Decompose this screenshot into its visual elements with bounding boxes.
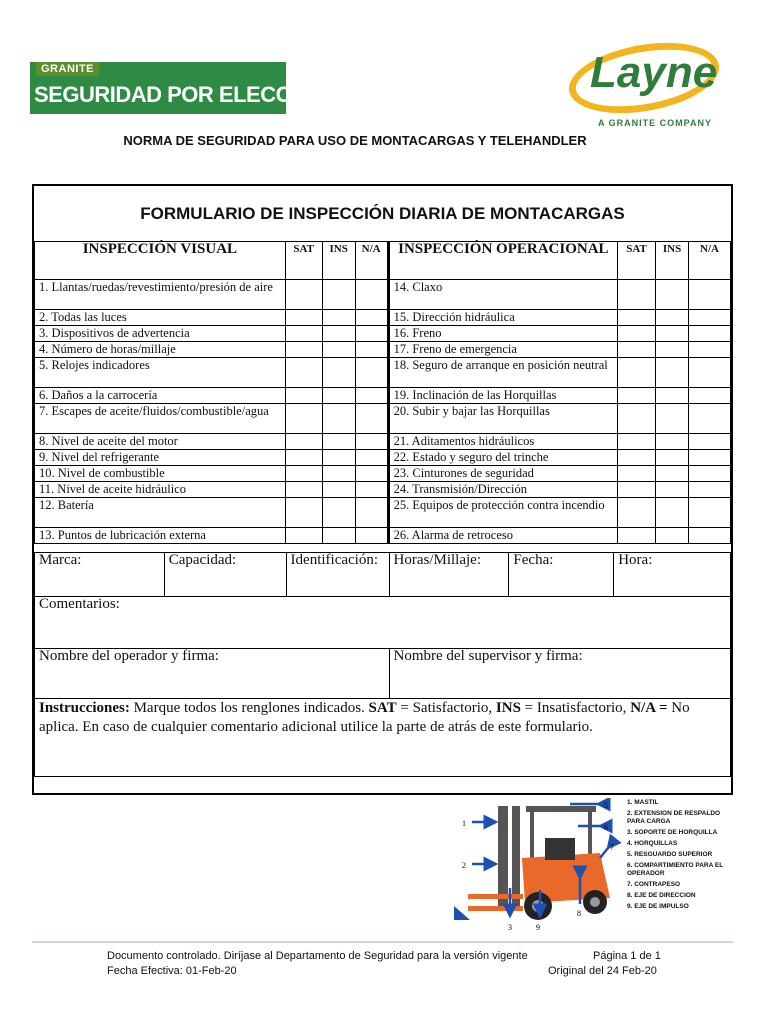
visual-na-checkbox[interactable] [355, 482, 388, 498]
operational-item-label: 15. Dirección hidráulica [388, 310, 617, 326]
visual-ins-checkbox[interactable] [322, 482, 355, 498]
granite-tag: GRANITE [36, 62, 99, 76]
operational-sat-checkbox[interactable] [618, 404, 656, 434]
banner-title: SEGURIDAD POR ELECCIÓN [34, 82, 329, 107]
operational-item-label: 18. Seguro de arranque en posición neutral [388, 358, 617, 388]
table-row [35, 450, 731, 466]
operational-ins-checkbox[interactable] [656, 404, 689, 434]
visual-item-label: 9. Nivel del refrigerante [35, 450, 286, 466]
table-row [35, 280, 731, 310]
operational-item-label: 20. Subir y bajar las Horquillas [388, 404, 617, 434]
comments-field[interactable]: Comentarios: [35, 597, 731, 649]
operational-item-label: 23. Cinturones de seguridad [388, 466, 617, 482]
legend-item: 7. CONTRAPESO [627, 881, 681, 888]
legend-item: 3. SOPORTE DE HORQUILLA [627, 829, 718, 836]
original-date: Original del 24 Feb-20 [548, 965, 657, 977]
instructions-label: Instrucciones: [39, 700, 130, 716]
operational-item-label: 19. Inclinación de las Horquillas [388, 388, 617, 404]
visual-item-label: 5. Relojes indicadores [35, 358, 286, 388]
visual-sat-checkbox[interactable] [285, 450, 322, 466]
visual-sat-checkbox[interactable] [285, 388, 322, 404]
norm-title: NORMA DE SEGURIDAD PARA USO DE MONTACARGAS Y TELEHANDLER [123, 133, 587, 148]
footer-rule [32, 941, 733, 943]
operational-na-checkbox[interactable] [689, 528, 731, 544]
visual-ins-checkbox[interactable] [322, 466, 355, 482]
legend-item: 8. EJE DE DIRECCION [627, 892, 696, 899]
visual-ins-checkbox[interactable] [322, 498, 355, 528]
operational-na-checkbox[interactable] [689, 434, 731, 450]
visual-item-label: 7. Escapes de aceite/fluidos/combustible/agua [35, 404, 286, 434]
na-term: N/A = [630, 700, 668, 716]
visual-na-checkbox[interactable] [355, 434, 388, 450]
legend-item: 5. RESGUARDO SUPERIOR [627, 851, 713, 858]
operational-ins-checkbox[interactable] [656, 326, 689, 342]
operational-sat-checkbox[interactable] [618, 310, 656, 326]
visual-sat-checkbox[interactable] [285, 498, 322, 528]
operational-ins-checkbox[interactable] [656, 498, 689, 528]
operational-sat-checkbox[interactable] [618, 342, 656, 358]
ins-definition: = Insatisfactorio, [520, 700, 631, 716]
ins-header-left: INS [322, 242, 355, 280]
visual-ins-checkbox[interactable] [322, 326, 355, 342]
callout-7: 7 [610, 843, 614, 852]
operational-ins-checkbox[interactable] [656, 466, 689, 482]
visual-item-label: 12. Batería [35, 498, 286, 528]
operational-na-checkbox[interactable] [689, 450, 731, 466]
operational-ins-checkbox[interactable] [656, 358, 689, 388]
table-row [35, 358, 731, 388]
operational-na-checkbox[interactable] [689, 388, 731, 404]
legend-item: 4. HORQUILLAS [627, 840, 678, 847]
footer-note: Documento controlado. Diríjase al Departamento de Seguridad para la versión vigente [107, 950, 528, 962]
sat-header-left: SAT [285, 242, 322, 280]
identification-field[interactable]: Identificación: [286, 553, 389, 597]
operational-item-label: 25. Equipos de protección contra incendio [388, 498, 617, 528]
legend-item: 9. EJE DE IMPULSO [627, 903, 689, 910]
visual-item-label: 1. Llantas/ruedas/revestimiento/presión de aire [35, 280, 286, 310]
visual-sat-checkbox[interactable] [285, 358, 322, 388]
visual-na-checkbox[interactable] [355, 498, 388, 528]
operational-na-checkbox[interactable] [689, 326, 731, 342]
visual-item-label: 2. Todas las luces [35, 310, 286, 326]
sat-term: SAT [368, 700, 397, 716]
visual-sat-checkbox[interactable] [285, 404, 322, 434]
visual-sat-checkbox[interactable] [285, 434, 322, 450]
operational-item-label: 22. Estado y seguro del trinche [388, 450, 617, 466]
instructions [35, 699, 731, 777]
table-row [35, 326, 731, 342]
operational-na-checkbox[interactable] [689, 280, 731, 310]
callout-3: 3 [508, 923, 512, 932]
table-row [35, 342, 731, 358]
visual-na-checkbox[interactable] [355, 358, 388, 388]
table-row [35, 482, 731, 498]
visual-sat-checkbox[interactable] [285, 466, 322, 482]
operational-sat-checkbox[interactable] [618, 482, 656, 498]
visual-item-label: 11. Nivel de aceite hidráulico [35, 482, 286, 498]
operational-item-label: 14. Claxo [388, 280, 617, 310]
visual-item-label: 13. Puntos de lubricación externa [35, 528, 286, 544]
visual-ins-checkbox[interactable] [322, 388, 355, 404]
visual-item-label: 10. Nivel de combustible [35, 466, 286, 482]
operational-sat-checkbox[interactable] [618, 326, 656, 342]
callout-8: 8 [577, 909, 581, 918]
callout-6: 6 [604, 823, 608, 832]
visual-ins-checkbox[interactable] [322, 342, 355, 358]
operational-item-label: 16. Freno [388, 326, 617, 342]
visual-ins-checkbox[interactable] [322, 450, 355, 466]
sat-header-right: SAT [618, 242, 656, 280]
operational-item-label: 26. Alarma de retroceso [388, 528, 617, 544]
legend-item: 2. EXTENSION DE RESPALDO PARA CARGA [627, 810, 721, 825]
visual-na-checkbox[interactable] [355, 342, 388, 358]
visual-sat-checkbox[interactable] [285, 528, 322, 544]
callout-1: 1 [462, 819, 466, 828]
visual-sat-checkbox[interactable] [285, 482, 322, 498]
operational-sat-checkbox[interactable] [618, 358, 656, 388]
table-row [35, 404, 731, 434]
operational-sat-checkbox[interactable] [618, 466, 656, 482]
visual-sat-checkbox[interactable] [285, 342, 322, 358]
operational-na-checkbox[interactable] [689, 466, 731, 482]
na-header-right: N/A [689, 242, 731, 280]
operational-ins-checkbox[interactable] [656, 310, 689, 326]
visual-sat-checkbox[interactable] [285, 326, 322, 342]
ins-term: INS [495, 700, 521, 716]
capacity-field[interactable]: Capacidad: [164, 553, 286, 597]
na-definition: No aplica. En caso de cualquier comentario adicional utilice la parte de atrás de este formulario. [39, 700, 690, 735]
operational-item-label: 24. Transmisión/Dirección [388, 482, 617, 498]
supervisor-signature-field[interactable]: Nombre del supervisor y firma: [389, 649, 730, 699]
visual-ins-checkbox[interactable] [322, 404, 355, 434]
table-row [35, 434, 731, 450]
visual-item-label: 8. Nivel de aceite del motor [35, 434, 286, 450]
diagram-legend [627, 799, 727, 914]
table-row [35, 310, 731, 326]
time-field[interactable]: Hora: [614, 553, 731, 597]
operational-sat-checkbox[interactable] [618, 498, 656, 528]
visual-ins-checkbox[interactable] [322, 358, 355, 388]
visual-ins-checkbox[interactable] [322, 528, 355, 544]
page-number: Página 1 de 1 [593, 950, 661, 962]
operational-ins-checkbox[interactable] [656, 434, 689, 450]
operational-ins-checkbox[interactable] [656, 342, 689, 358]
operational-na-checkbox[interactable] [689, 310, 731, 326]
operational-na-checkbox[interactable] [689, 404, 731, 434]
visual-ins-checkbox[interactable] [322, 434, 355, 450]
visual-na-checkbox[interactable] [355, 450, 388, 466]
table-row [35, 388, 731, 404]
operational-sat-checkbox[interactable] [618, 280, 656, 310]
details-table [34, 552, 731, 777]
legend-item: 1. MASTIL [627, 799, 659, 806]
operational-ins-checkbox[interactable] [656, 482, 689, 498]
visual-inspection-header: INSPECCIÓN VISUAL [35, 242, 286, 280]
operational-ins-checkbox[interactable] [656, 528, 689, 544]
brand-field[interactable]: Marca: [35, 553, 165, 597]
visual-item-label: 6. Daños a la carrocería [35, 388, 286, 404]
operational-na-checkbox[interactable] [689, 498, 731, 528]
effective-date: Fecha Efectiva: 01-Feb-20 [107, 965, 237, 977]
date-field[interactable]: Fecha: [509, 553, 614, 597]
instructions-text: Marque todos los renglones indicados. [129, 700, 369, 716]
visual-item-label: 4. Número de horas/millaje [35, 342, 286, 358]
visual-na-checkbox[interactable] [355, 404, 388, 434]
na-header-left: N/A [355, 242, 388, 280]
visual-na-checkbox[interactable] [355, 326, 388, 342]
operational-inspection-header: INSPECCIÓN OPERACIONAL [388, 242, 617, 280]
visual-na-checkbox[interactable] [355, 280, 388, 310]
operational-item-label: 21. Aditamentos hidráulicos [388, 434, 617, 450]
table-row [35, 528, 731, 544]
visual-sat-checkbox[interactable] [285, 280, 322, 310]
operational-sat-checkbox[interactable] [618, 450, 656, 466]
visual-na-checkbox[interactable] [355, 388, 388, 404]
form-title: FORMULARIO DE INSPECCIÓN DIARIA DE MONTACARGAS [140, 203, 625, 223]
visual-ins-checkbox[interactable] [322, 280, 355, 310]
operator-signature-field[interactable]: Nombre del operador y firma: [35, 649, 390, 699]
operational-sat-checkbox[interactable] [618, 434, 656, 450]
visual-sat-checkbox[interactable] [285, 310, 322, 326]
callout-2: 2 [462, 861, 466, 870]
hours-field[interactable]: Horas/Millaje: [389, 553, 509, 597]
operational-item-label: 17. Freno de emergencia [388, 342, 617, 358]
table-row [35, 498, 731, 528]
legend-item: 6. COMPARTIMIENTO PARA EL OPERADOR [627, 862, 724, 877]
visual-na-checkbox[interactable] [355, 466, 388, 482]
layne-logo: Layne [590, 48, 718, 97]
operational-ins-checkbox[interactable] [656, 388, 689, 404]
inspection-table [34, 241, 731, 544]
table-row [35, 466, 731, 482]
operational-na-checkbox[interactable] [689, 342, 731, 358]
visual-na-checkbox[interactable] [355, 528, 388, 544]
operational-ins-checkbox[interactable] [656, 280, 689, 310]
forklift-diagram [450, 798, 625, 933]
callout-5: 5 [604, 801, 608, 810]
ins-header-right: INS [656, 242, 689, 280]
sat-definition: = Satisfactorio, [396, 700, 496, 716]
operational-sat-checkbox[interactable] [618, 528, 656, 544]
operational-na-checkbox[interactable] [689, 482, 731, 498]
visual-na-checkbox[interactable] [355, 310, 388, 326]
callout-9: 9 [536, 923, 540, 932]
logo-subtitle: A GRANITE COMPANY [598, 118, 713, 128]
visual-ins-checkbox[interactable] [322, 310, 355, 326]
operational-sat-checkbox[interactable] [618, 388, 656, 404]
visual-item-label: 3. Dispositivos de advertencia [35, 326, 286, 342]
operational-ins-checkbox[interactable] [656, 450, 689, 466]
operational-na-checkbox[interactable] [689, 358, 731, 388]
